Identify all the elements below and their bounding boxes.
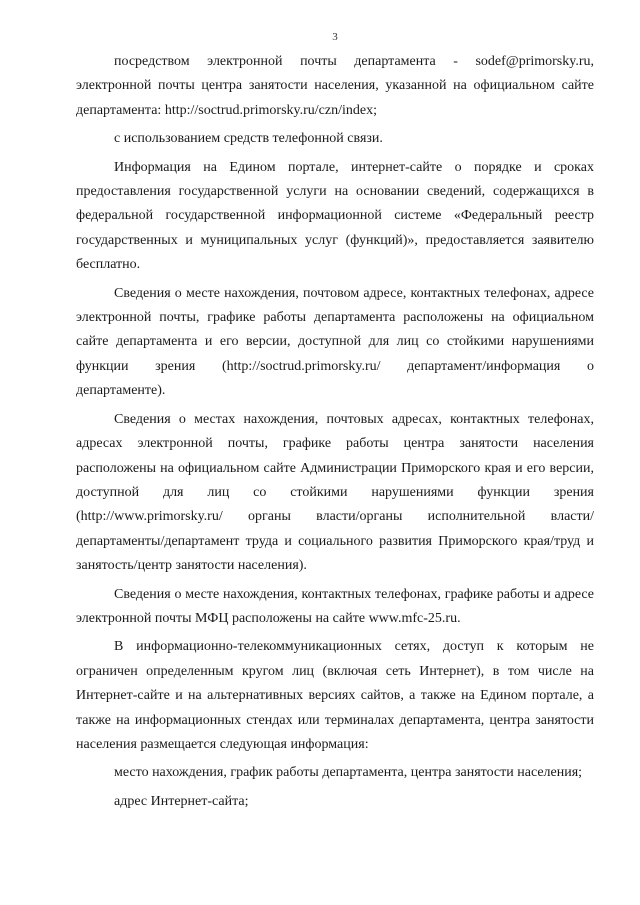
paragraph-email-contacts: посредством электронной почты департамента - sodef@primorsky.ru, электронной почты центра занятости населения, указанной на официальном сайте департамента: http://soctrud.primorsky.ru/czn/index;	[76, 54, 594, 118]
document-body	[76, 50, 594, 814]
list-item-location-schedule: место нахождения, график работы департамента, центра занятости населения;	[114, 765, 583, 781]
list-item-website-address: адрес Интернет-сайта;	[114, 793, 249, 809]
paragraph-published-info: В информационно-телекоммуникационных сетях, доступ к которым не ограничен определенным кругом лиц (включая сеть Интернет), в том числе на Интернет-сайте и на альтернативных версиях сайтов, а также на Едином портале, а также на информационных стендах или терминалах департамента, центра занятости населения размещается следующая информация:	[76, 639, 594, 752]
paragraph-mfc-info: Сведения о месте нахождения, контактных телефонах, графике работы и адресе электронной почты МФЦ расположены на сайте www.mfc-25.ru.	[76, 586, 594, 626]
paragraph-phone: с использованием средств телефонной связи.	[114, 131, 383, 147]
paragraph-portal-info: Информация на Едином портале, интернет-сайте о порядке и сроках предоставления государственной услуги на основании сведений, содержащихся в федеральной государственной информационной системе «Федеральный реестр государственных и муниципальных услуг (функций)», предоставляется заявителю бесплатно.	[76, 159, 594, 273]
paragraph-employment-center-info: Сведения о местах нахождения, почтовых адресах, контактных телефонах, адресах электронной почты, графике работы центра занятости населения расположены на официальном сайте Администрации Приморского края и его версии, доступной для лиц со стойкими нарушениями функции зрения (http://www.primorsky.ru/ органы власти/органы исполнительной власти/департаменты/департамент труда и социального развития Приморского края/труд и занятость/центр занятости населения).	[76, 411, 594, 574]
page-number: 3	[332, 31, 338, 43]
paragraph-department-info: Сведения о месте нахождения, почтовом адресе, контактных телефонах, адресе электронной почты, графике работы департамента расположены на официальном сайте департамента и его версии, доступной для лиц со стойкими нарушениями функции зрения (http://soctrud.primorsky.ru/ департамент/информация о департаменте).	[76, 285, 594, 399]
